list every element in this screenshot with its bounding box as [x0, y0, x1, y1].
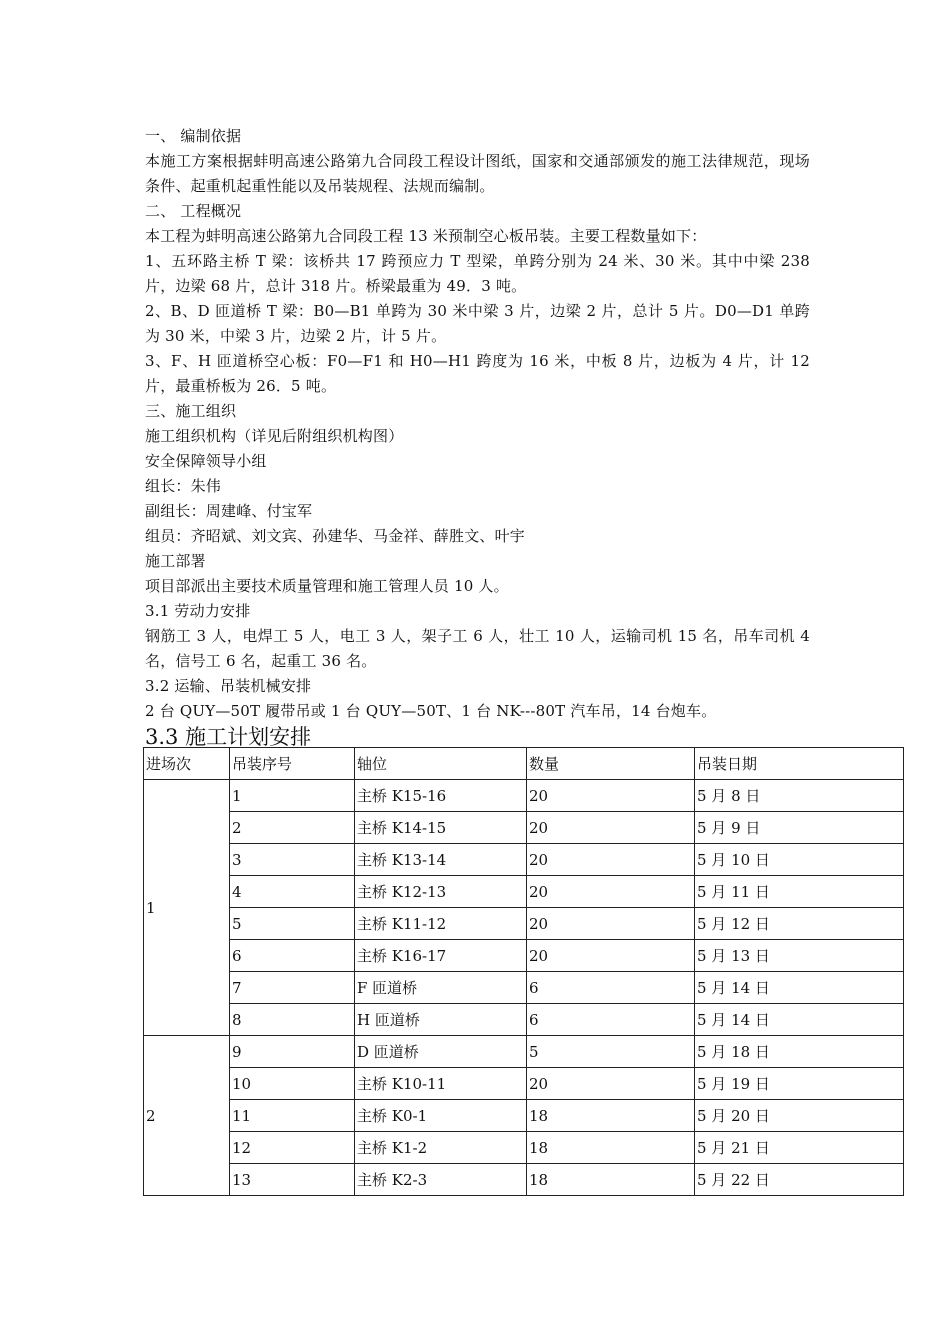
table-row [144, 908, 904, 940]
sequence-cell: 12 [230, 1132, 355, 1164]
axis-cell: 主桥 K2-3 [355, 1164, 527, 1196]
staff-note: 项目部派出主要技术质量管理和施工管理人员 10 人。 [145, 577, 509, 595]
axis-cell: 主桥 K1-2 [355, 1132, 527, 1164]
entry-cell: 1 [144, 780, 230, 1036]
table-row [144, 1100, 904, 1132]
section-3-1-body: 钢筋工 3 人，电焊工 5 人，电工 3 人，架子工 6 人，壮工 10 人，运输司机 15 名，吊车司机 4 名，信号工 6 名，起重工 36 名。 [145, 627, 810, 670]
header-quantity: 数量 [527, 748, 695, 780]
table-body [144, 780, 904, 1196]
section-3-2-body: 2 台 QUY—50T 履带吊或 1 台 QUY—50T、1 台 NK---80T 汽车吊，14 台炮车。 [145, 702, 717, 720]
date-cell: 5 月 14 日 [695, 1004, 904, 1036]
table-row [144, 1036, 904, 1068]
deployment-title: 施工部署 [145, 552, 206, 570]
sequence-cell: 11 [230, 1100, 355, 1132]
sequence-cell: 1 [230, 780, 355, 812]
date-cell: 5 月 20 日 [695, 1100, 904, 1132]
section-2-title: 二、 工程概况 [145, 202, 242, 220]
date-cell: 5 月 13 日 [695, 940, 904, 972]
entry-cell: 2 [144, 1036, 230, 1196]
date-cell: 5 月 8 日 [695, 780, 904, 812]
group-members: 组员：齐昭斌、刘文宾、孙建华、马金祥、薛胜文、叶宇 [145, 527, 526, 545]
section-2-item-1: 1、五环路主桥 T 梁：该桥共 17 跨预应力 T 型梁，单跨分别为 24 米、30 米。其中中梁 238 片，边梁 68 片，总计 318 片。桥梁最重为 49．3 吨。 [145, 252, 810, 295]
quantity-cell: 20 [527, 876, 695, 908]
header-date: 吊装日期 [695, 748, 904, 780]
safety-group-title: 安全保障领导小组 [145, 452, 267, 470]
axis-cell: F 匝道桥 [355, 972, 527, 1004]
sequence-cell: 3 [230, 844, 355, 876]
section-1-body: 本施工方案根据蚌明高速公路第九合同段工程设计图纸，国家和交通部颁发的施工法律规范，现场条件、起重机起重性能以及吊装规程、法规而编制。 [145, 152, 810, 195]
axis-cell: 主桥 K16-17 [355, 940, 527, 972]
quantity-cell: 18 [527, 1164, 695, 1196]
table-row [144, 940, 904, 972]
section-3-2-title: 3.2 运输、吊装机械安排 [145, 677, 312, 695]
axis-cell: 主桥 K11-12 [355, 908, 527, 940]
date-cell: 5 月 10 日 [695, 844, 904, 876]
table-row [144, 780, 904, 812]
document-body [145, 124, 810, 750]
axis-cell: H 匝道桥 [355, 1004, 527, 1036]
quantity-cell: 18 [527, 1132, 695, 1164]
date-cell: 5 月 12 日 [695, 908, 904, 940]
date-cell: 5 月 19 日 [695, 1068, 904, 1100]
sequence-cell: 2 [230, 812, 355, 844]
quantity-cell: 20 [527, 1068, 695, 1100]
table-row [144, 844, 904, 876]
axis-cell: 主桥 K10-11 [355, 1068, 527, 1100]
section-1-title: 一、 编制依据 [145, 127, 242, 145]
quantity-cell: 5 [527, 1036, 695, 1068]
axis-cell: 主桥 K14-15 [355, 812, 527, 844]
construction-plan-table [143, 747, 904, 1196]
date-cell: 5 月 22 日 [695, 1164, 904, 1196]
quantity-cell: 6 [527, 1004, 695, 1036]
quantity-cell: 6 [527, 972, 695, 1004]
header-axis: 轴位 [355, 748, 527, 780]
sequence-cell: 6 [230, 940, 355, 972]
quantity-cell: 20 [527, 812, 695, 844]
sequence-cell: 5 [230, 908, 355, 940]
sequence-cell: 8 [230, 1004, 355, 1036]
quantity-cell: 18 [527, 1100, 695, 1132]
sequence-cell: 4 [230, 876, 355, 908]
quantity-cell: 20 [527, 940, 695, 972]
axis-cell: 主桥 K12-13 [355, 876, 527, 908]
header-sequence: 吊装序号 [230, 748, 355, 780]
table-row [144, 812, 904, 844]
date-cell: 5 月 9 日 [695, 812, 904, 844]
sequence-cell: 10 [230, 1068, 355, 1100]
quantity-cell: 20 [527, 780, 695, 812]
axis-cell: 主桥 K15-16 [355, 780, 527, 812]
section-3-3-title: 3.3 施工计划安排 [145, 725, 312, 749]
date-cell: 5 月 21 日 [695, 1132, 904, 1164]
section-2-item-3: 3、F、H 匝道桥空心板：F0—F1 和 H0—H1 跨度为 16 米，中板 8 片，边板为 4 片，计 12 片，最重桥板为 26．5 吨。 [145, 352, 810, 395]
sequence-cell: 9 [230, 1036, 355, 1068]
axis-cell: D 匝道桥 [355, 1036, 527, 1068]
date-cell: 5 月 18 日 [695, 1036, 904, 1068]
date-cell: 5 月 14 日 [695, 972, 904, 1004]
table-row [144, 876, 904, 908]
section-3-title: 三、施工组织 [145, 402, 237, 420]
deputy-leaders: 副组长：周建峰、付宝军 [145, 502, 313, 520]
quantity-cell: 20 [527, 844, 695, 876]
section-2-item-2: 2、B、D 匝道桥 T 梁：B0—B1 单跨为 30 米中梁 3 片，边梁 2 片，总计 5 片。D0—D1 单跨为 30 米，中梁 3 片，边梁 2 片，计 5 片。 [145, 302, 810, 345]
quantity-cell: 20 [527, 908, 695, 940]
sequence-cell: 7 [230, 972, 355, 1004]
section-2-intro: 本工程为蚌明高速公路第九合同段工程 13 米预制空心板吊装。主要工程数量如下： [145, 227, 707, 245]
table-row [144, 1132, 904, 1164]
date-cell: 5 月 11 日 [695, 876, 904, 908]
section-3-1-title: 3.1 劳动力安排 [145, 602, 251, 620]
org-structure-note: 施工组织机构（详见后附组织机构图） [145, 427, 404, 445]
axis-cell: 主桥 K0-1 [355, 1100, 527, 1132]
group-leader: 组长：朱伟 [145, 477, 222, 495]
header-entry: 进场次 [144, 748, 230, 780]
sequence-cell: 13 [230, 1164, 355, 1196]
table-row [144, 1068, 904, 1100]
table-header-row [144, 748, 904, 780]
table-row [144, 1004, 904, 1036]
axis-cell: 主桥 K13-14 [355, 844, 527, 876]
table-row [144, 972, 904, 1004]
table-row [144, 1164, 904, 1196]
